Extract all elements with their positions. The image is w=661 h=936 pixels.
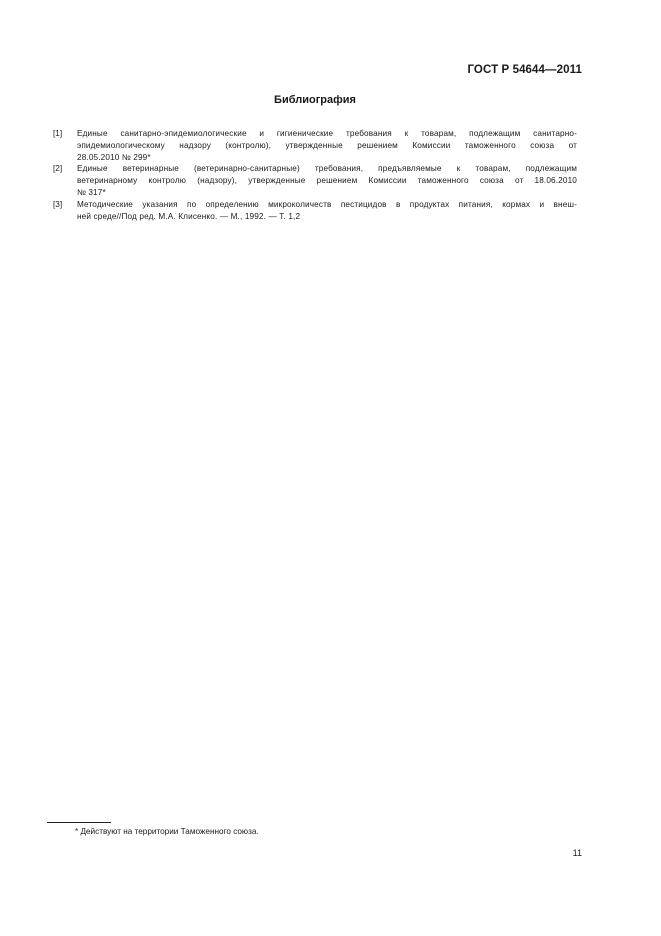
entry-number: [1] [53, 129, 63, 138]
entry-line: эпидемиологическому надзору (контролю), утвержденные решением Комиссии таможенного союза от [77, 140, 577, 150]
bibliography-entry [53, 163, 577, 198]
bibliography-entry [53, 199, 577, 223]
entry-text [77, 199, 577, 223]
entry-line: 28.05.2010 № 299* [77, 152, 151, 162]
entry-line: Единые санитарно-эпидемиологические и гигиенические требования к товарам, подлежащим санитарно- [77, 129, 577, 138]
footnote: * Действуют на территории Таможенного союза. [75, 827, 259, 836]
bibliography-list [53, 128, 577, 222]
bibliography-entry [53, 128, 577, 163]
entry-text [77, 128, 577, 163]
entry-line: ветеринарному контролю (надзору), утвержденные решением Комиссии таможенного союза от 18.06.2010 [77, 176, 577, 186]
section-title: Библиография [274, 94, 356, 106]
entry-number: [3] [53, 199, 63, 209]
page-number: 11 [572, 848, 582, 858]
document-code: ГОСТ Р 54644—2011 [467, 64, 582, 76]
entry-line: Методические указания по определению микроколичеств пестицидов в продуктах питания, кормах и внеш- [77, 199, 577, 209]
entry-line: № 317* [77, 187, 106, 197]
entry-text [77, 163, 577, 198]
footnote-divider [47, 822, 111, 823]
entry-line: ней среде//Под ред. М.А. Клисенко. — М., 1992. — Т. 1,2 [77, 211, 301, 221]
entry-number: [2] [53, 164, 63, 174]
entry-line: Единые ветеринарные (ветеринарно-санитарные) требования, предъявляемые к товарам, подлежащим [77, 164, 577, 174]
